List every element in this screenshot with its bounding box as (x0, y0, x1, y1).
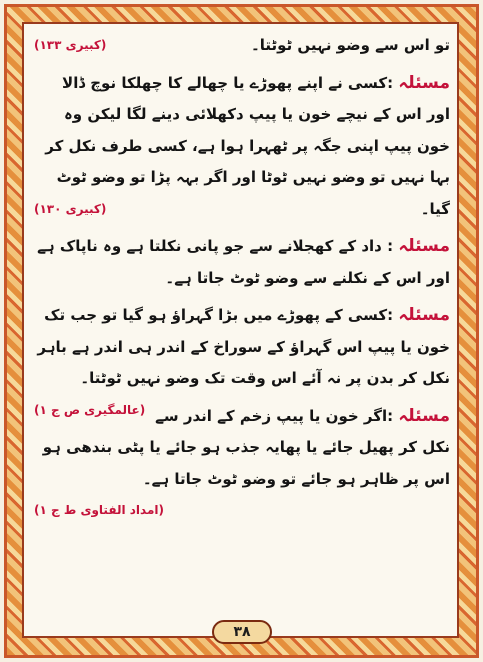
paragraph-text: : داد کے کھجلانے سے جو پانی نکلتا ہے وہ ناپاک ہے اور اس کے نکلنے سے وضو ٹوٹ جاتا ہے۔ (37, 237, 450, 287)
masala-label: مسئلہ (398, 72, 450, 93)
paragraph-text: :کسی کے پھوڑے میں بڑا گہراؤ ہو گیا تو جب تک خون یا پیپ اس گہراؤ کے سوراخ کے اندر ہی اندر ہے باہر نکل کر بدن پر نہ آئے اس وقت تک وضو نہیں ٹوٹتا۔ (37, 306, 450, 387)
paragraph-text: :کسی نے اپنے پھوڑے یا چھالے کا چھلکا نوچ ڈالا اور اس کے نیچے خون یا پیپ دکھلائی دینے لگا لیکن وہ خون پیپ اپنی جگہ پر ٹھہرا ہوا ہے، کسی طرف نکل کر بہا نہیں تو وضو نہیں ٹوٹا اور اگر بہہ پڑا تو وضو ٹوٹ گیا۔ (45, 73, 450, 218)
page-content (34, 30, 450, 620)
page-number: ۳۸ (212, 620, 272, 644)
reference-citation: (کبیری ۱۳۳) (34, 38, 107, 52)
paragraph-2 (34, 68, 450, 226)
paragraph-4 (34, 300, 450, 417)
masala-label: مسئلہ (398, 305, 450, 325)
paragraph-1 (34, 30, 450, 62)
masala-label: مسئلہ (398, 405, 450, 426)
reference-citation: (امداد الفتاوی ط ج ۱) (34, 503, 164, 517)
page-number-badge (211, 620, 273, 644)
reference-citation: (عالمگیری ص ج ۱) (34, 402, 146, 417)
paragraph-text: :اگر خون یا پیپ زخم کے اندر سے نکل کر پھیل جائے یا پھایہ جذب ہو جائے یا پٹی بندھی ہو اس پر ظاہر ہو جائے تو وضو ٹوٹ جاتا ہے۔ (42, 406, 450, 488)
reference-citation: (کبیری ۱۳۰) (34, 201, 107, 216)
paragraph-text: تو اس سے وضو نہیں ٹوٹتا۔ (250, 36, 450, 54)
masala-label: مسئلہ (398, 236, 450, 256)
paragraph-3 (34, 231, 450, 294)
